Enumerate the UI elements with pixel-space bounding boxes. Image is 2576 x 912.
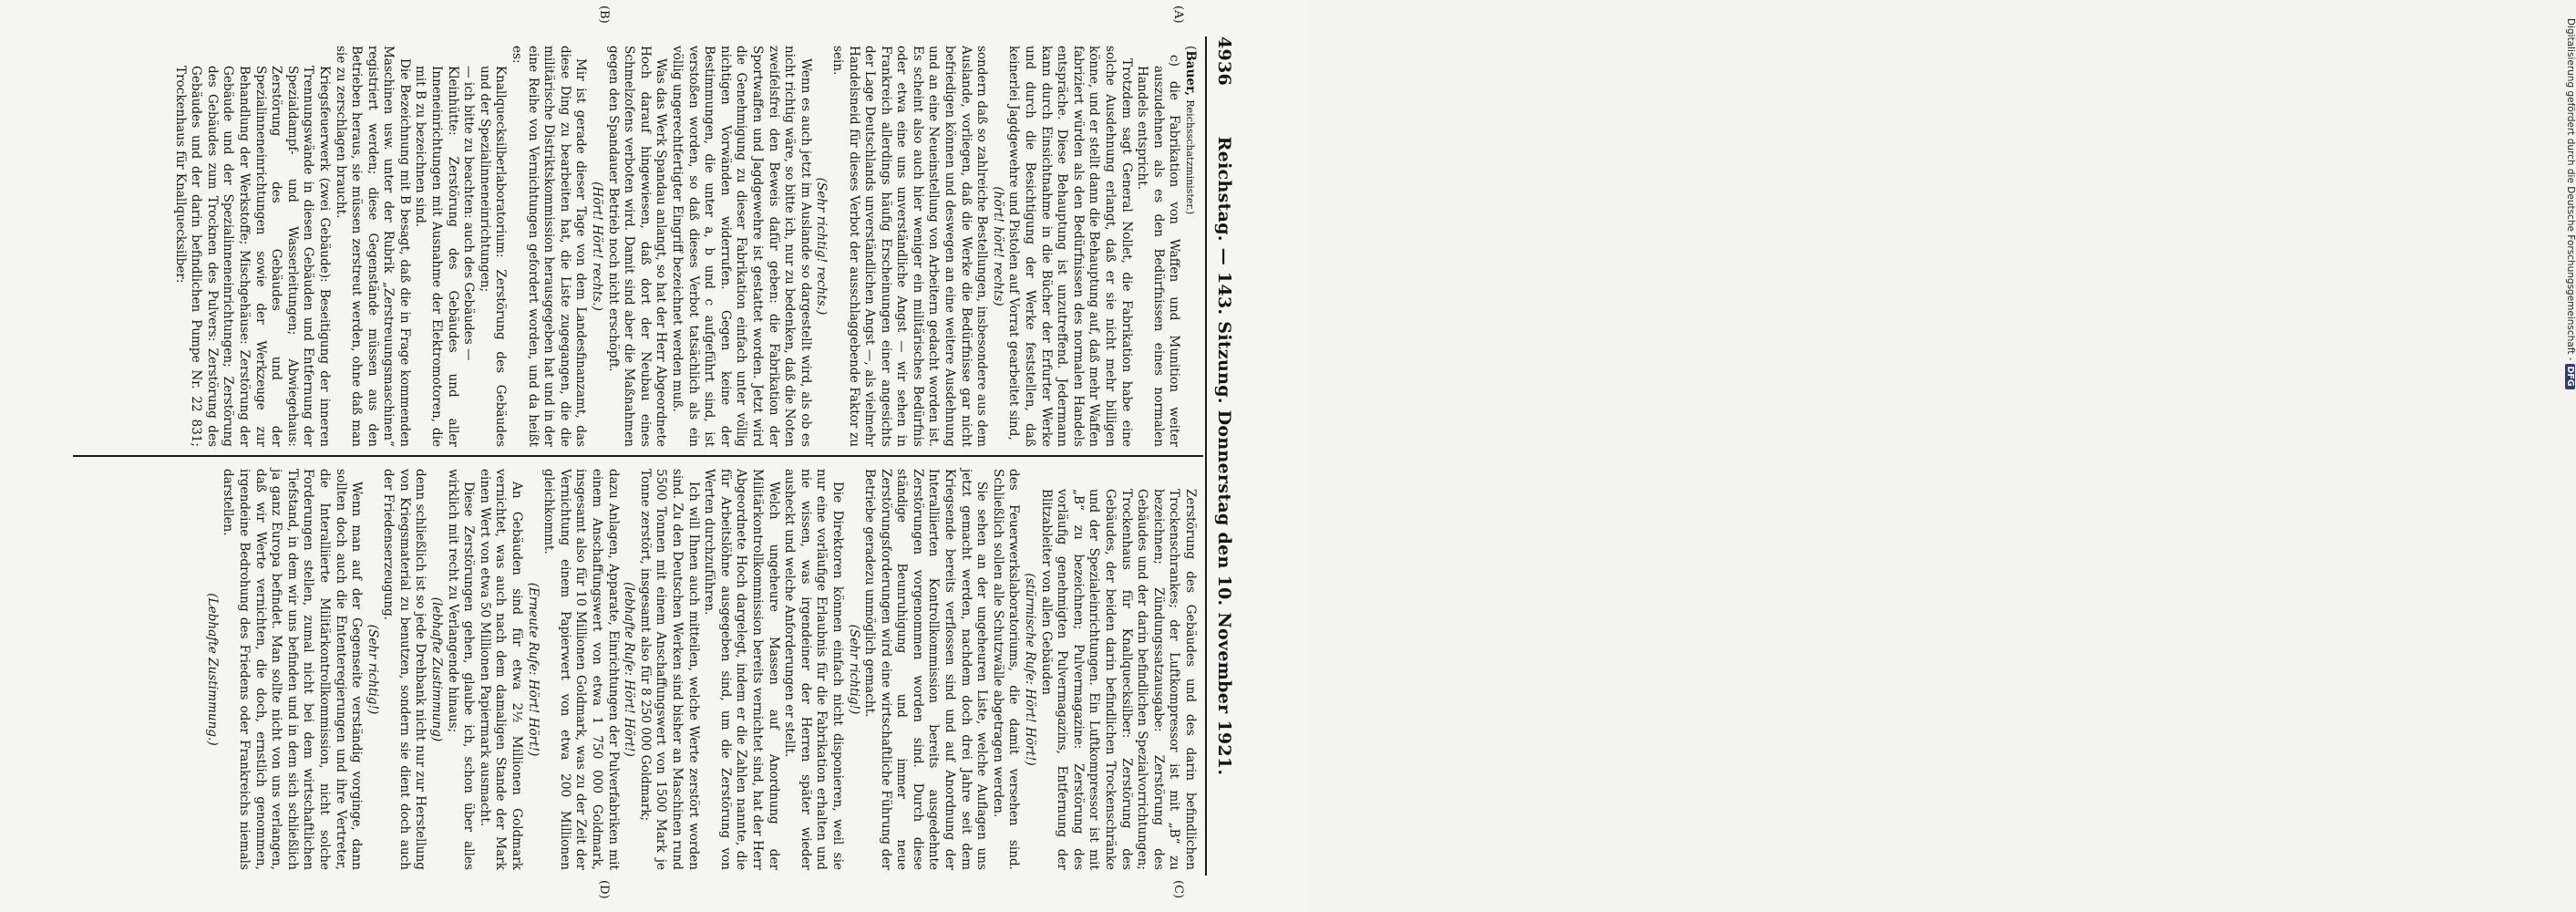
paragraph: sondern daß so zahlreiche Bestellungen, insbesondere aus dem Auslande, vorliegen, daß die Werke die Bedürfnisse gar nicht befriedigen können und deswegen an eine weitere Ausdehnung und an eine Neueinstellung von Arbeitern gedacht worden ist. Es scheint also auch hier weniger ein militärisches Bedürfnis oder etwa eine uns unverständliche Angst — wir sehen in Frankreich allerdings häufig Erscheinungen einer angesichts der Lage Deutschlands unverständlichen Angst —, als vielmehr Handelsneid für dieses Verbot der ausschlaggebende Faktor zu sein. — [829, 46, 990, 447]
paragraph: denn schließlich ist so jede Drehbank nicht nur zur Herstellung von Kriegsmaterial zu benutzen, sondern sie dient doch auch der Friedenserzeugung. — [381, 469, 428, 870]
margin-mark-b: (B) — [597, 5, 611, 24]
paragraph: Was das Werk Spandau anlangt, so hat der Herr Abgeordnete Hoch darauf hingewiesen, daß dort der Neubau eines Schmelzofens verboten wird. Damit sind aber die Maßnahmen gegen den Spandauer Betrieb noch nicht erschöpft. — [605, 46, 669, 447]
paragraph: Trotzdem sagt General Nollet, die Fabrikation habe eine solche Ausdehnung erlangt, daß er sie nicht mehr billigen könne, und er stellt dann die Behauptung auf, daß mehr Waffen fabriziert würden als den Bedürfnissen des normalen Handels entspräche. Diese Behauptung ist unzutreffend. Jedermann kann durch Einsichtnahme in die Bücher der Erfurter Werke und durch die Besichtigung der Werke feststellen, daß keinerlei Jagdgewehre und Pistolen auf Vorrat gearbeitet sind, — [1006, 46, 1134, 447]
paragraph: Sie sehen an der ungeheuren Liste, welche Auflagen uns jetzt gemacht werden, nachdem doch drei Jahre seit dem Kriegsende bereits verflossen sind und auf Anordnung der Interalliierten Kontrollkommission bereits ausgedehnte Zerstörungen vorgenommen worden sind. Durch diese ständige Beunruhigung und immer neue Zerstörungsforderungen wird eine wirtschaftliche Führung der Betriebe geradezu unmöglich gemacht. — [862, 469, 990, 870]
interjection: (stürmische Rufe: Hört! Hört!) — [1023, 573, 1038, 766]
interjection: (Erneute Rufe: Hört! Hört!) — [525, 582, 541, 757]
margin-mark-d: (D) — [597, 880, 611, 899]
speaker-paren: ( — [1183, 46, 1198, 51]
right-column-body — [203, 469, 1198, 870]
paragraph: Diese Zerstörungen gehen, glaube ich, schon über alles wirklich mit recht zu Verlangende hinaus; — [445, 469, 477, 870]
digitization-note-text: Digitalisierung gefördert durch die Deutsche Forschungsgemeinschaft - — [2565, 18, 2576, 361]
right-column — [67, 469, 1198, 870]
paragraph: — ich bitte zu beachten: auch des Gebäudes — — [461, 66, 477, 361]
margin-mark-c: (C) — [1171, 880, 1185, 899]
rotated-page-content — [55, 5, 1240, 899]
header-rule — [1205, 36, 1207, 876]
paragraph: Knallquecksilberlaboratorium: Zerstörung des Gebäudes und der Spezialinneneinrichtungen; — [477, 66, 509, 447]
page-number: 4936 — [1214, 36, 1234, 87]
paragraph: c) die Fabrikation von Waffen und Munition weiter auszudehnen als es den Bedürfnissen eines normalen Handels entspricht. — [1135, 55, 1182, 447]
paragraph: Kriegsfeuerwerk (zwei Gebäude): Beseitigung der inneren Trennungswände in diesen Gebäuden und Entfernung der Spezialdampf- und Wasserleitungen; Abwiegehaus: Zerstörung des Gebäudes und der Spezialinneneinrichtungen sowie der Werkzeuge zur Behandlung der Werkstoffe; Mischgehäuse: Zerstörung der Gebäude und der Spezialinneneinrichtungen; Zerstörung des Gebäudes zum Trocknen des Pulvers: Zerstörung des Gebäudes und der darin befindlichen Pumpe Nr. 22 831; Trockenhaus für Knallquecksilber: — [172, 66, 332, 447]
left-column — [67, 46, 1198, 447]
paragraph: Die Direktoren können einfach nicht disponieren, weil sie nur eine vorläufige Erlaubnis für die Fabrikation erhalten und nie wissen, was irgendeiner der Herren später wieder ausheckt und welche Anforderungen er stellt. — [782, 469, 845, 870]
paragraph: Wenn man auf der Gegenseite verständig vorginge, dann sollten doch auch die Ententeregierungen und ihre Vertreter, die Interalliierte Militärkontrollkommission, nicht solche Forderungen stellen, zumal nicht bei dem wirtschaftlichen Tiefstand, in dem wir uns befinden und in dem sich schließlich ja ganz Europa befindet. Man sollte nicht von uns verlangen, daß wir Werte vernichten, die doch, ernstlich genommen, irgendeine Bedrohung des Friedens oder Frankreichs niemals darstellen. — [221, 469, 365, 870]
paragraph: An Gebäuden sind für etwa 2½ Millionen Goldmark vernichtet, was auch nach dem damaligen Stande der Mark einen Wert von etwa 50 Millionen Papiermark ausmacht. — [477, 469, 525, 870]
paragraph: Die Bezeichnung mit B besagt, daß die in Frage kommenden Maschinen usw. unter der Rubrik „Zerstreuungsmaschinen“ registriert werden; diese Gegenstände müssen aus den Betrieben heraus, sie müssen zerstreut werden, ohne daß man sie zu zerschlagen braucht. — [333, 46, 412, 447]
paragraph: Wenn es auch jetzt im Auslande so dargestellt wird, als ob es nicht richtig wäre, so bitte ich, nur zu bedenken, daß die Noten zweifelsfrei den Beweis dafür geben: die Fabrikation der Sportwaffen und Jagdgewehre ist gestattet worden. Jetzt wird die Genehmigung zu dieser Fabrikation einfach unter völlig nichtigen Vorwänden widerrufen. Gegen keine der Bestimmungen, die unter a, b und c aufgeführt sind, ist verstoßen worden, so daß dieses Verbot tatsächlich als ein völlig ungerechtfertigter Eingriff bezeichnet werden muß. — [670, 46, 813, 447]
interjection: (lebhafte Zustimmung) — [429, 596, 445, 742]
paragraph: Welch ungeheure Massen auf Anordnung der Militärkontrollkommission bereits vernichtet sind, hat der Herr Abgeordnete Hoch dargelegt, indem er die Zahlen nannte, die für Arbeitslöhne ausgegeben sind, um die Zerstörung von Werten durchzuführen. — [702, 469, 781, 870]
interjection: (Sehr richtig!) — [846, 624, 861, 715]
column-divider — [73, 455, 1203, 457]
paragraph: dazu Anlagen, Apparate, Einrichtungen der Pulverfabriken mit einem Anschaffungswert von etwa 1 750 000 Goldmark, insgesamt also für 10 Millionen Goldmark, was zu der Zeit der Vernichtung einem Papierwert von etwa 200 Millionen gleichkommt. — [541, 469, 621, 870]
interjection: (Lebhafte Zustimmung.) — [204, 593, 220, 746]
interjection: (Sehr richtig! rechts.) — [814, 177, 829, 316]
dfg-logo: DFG — [2565, 364, 2575, 389]
interjection: (hört! hört! rechts) — [990, 186, 1005, 306]
speaker-line — [1181, 46, 1198, 447]
header-title: Reichstag. — 143. Sitzung. Donnerstag den 10. November 1921. — [1214, 136, 1234, 776]
left-column-body — [171, 46, 1181, 447]
margin-mark-a: (A) — [1171, 5, 1185, 24]
page-header — [1209, 36, 1240, 876]
speaker-name: Bauer, — [1183, 50, 1198, 97]
paragraph: Zerstörung des Gebäudes und des darin befindlichen Trockenschrankes; der Luftkompressor ist mit „B“ zu bezeichnen; Zündungssatzausgabe: Zerstörung des Gebäudes und der darin befindlichen Spezialvorrichtungen; Trockenhaus für Knallquecksilber: Zerstörung des Gebäudes, der beiden darin befindlichen Trockenschränke und der Spezialeinrichtungen. Ein Luftkompressor ist mit „B“ zu bezeichnen; Pulvermagazine: Zerstörung des vorläufig genehmigten Pulvermagazins, Entfernung der Blitzableiter von allen Gebäuden — [1038, 489, 1198, 870]
speaker-role: Reichsschatzminister.) — [1184, 99, 1196, 215]
paragraph: des Feuerwerkslaboratoriums, die damit versehen sind. Schließlich sollen alle Schutzwälle abgetragen werden. — [990, 469, 1022, 870]
paragraph: Mir ist gerade dieser Tage von dem Landesfinanzamt, das diese Ding zu bearbeiten hat, die Liste zugegangen, die die militärische Distriktskommission herausgegeben hat und in der eine Reihe von Vernichtungen gefordert worden, und da heißt es: — [510, 46, 589, 447]
interjection: (Hört! Hört! rechts.) — [590, 181, 605, 311]
paragraph: Kleinhütte: Zerstörung des Gebäudes und aller Inneneinrichtungen mit Ausnahme der Elektromotoren, die mit B zu bezeichnen sind. — [413, 66, 460, 447]
paragraph: Ich will Ihnen auch mitteilen, welche Werte zerstört worden sind. Zu den Deutschen Werken sind bisher an Maschinen rund 5500 Tonnen mit einem Anschaffungswert von 1500 Mark je Tonne zerstört, insgesamt also für 8 250 000 Goldmark; — [637, 469, 701, 870]
digitization-strip — [1274, 0, 2576, 912]
digitization-note — [2565, 18, 2576, 389]
interjection: (lebhafte Rufe: Hört! Hört!) — [622, 582, 637, 757]
interjection: (Sehr richtig!) — [365, 624, 380, 715]
